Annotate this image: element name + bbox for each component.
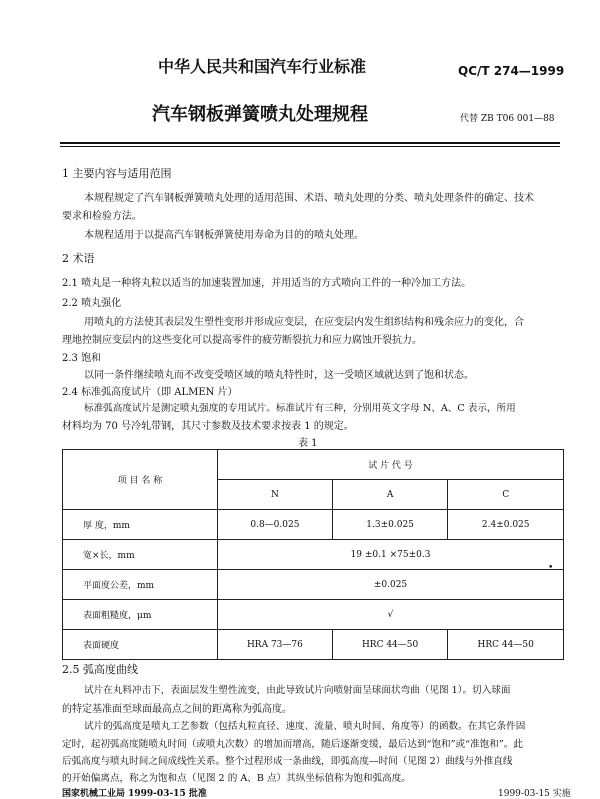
cell-a: 1.3±0.025 — [332, 510, 448, 540]
term-2-3-heading: 2.3 饱和 — [62, 353, 102, 364]
implementation-note: 1999-03-15 实施 — [498, 789, 571, 799]
cell-c: 2.4±0.025 — [448, 510, 564, 540]
replaces-note: 代替 ZB T06 001—88 — [460, 114, 555, 124]
table-mark: • — [548, 563, 554, 573]
section-1-paragraph-2: 本规程适用于以提高汽车钢板弹簧使用寿命为目的的喷丸处理。 — [84, 230, 364, 241]
cell-n: HRA 73—76 — [218, 630, 333, 660]
header-specimen-code: 试 片 代 号 — [218, 450, 564, 480]
section-2-heading: 2 术语 — [62, 252, 95, 265]
table-row — [63, 630, 564, 660]
table-caption: 表 1 — [298, 438, 318, 449]
table-row — [63, 540, 564, 570]
row-label: 宽×长，mm — [63, 540, 218, 570]
section-2-5-p2-line3: 后弧高度与喷丸时间之间成线性关系。整个过程形成一条曲线，即弧高度—时间（见图 2）曲线与外推直线 — [62, 756, 513, 767]
term-2-2-text: 用喷丸的方法使其表层发生塑性变形并形成应变层，在应变层内发生组织结构和残余应力的变化，合 — [84, 317, 524, 328]
table-row — [63, 600, 564, 630]
term-2-3-text: 以同一条件继续喷丸而不改变受喷区域的喷丸特性时，这一受喷区域就达到了饱和状态。 — [84, 370, 474, 381]
cell-c: HRC 44—50 — [448, 630, 564, 660]
section-1-heading: 1 主要内容与适用范围 — [62, 167, 172, 180]
cell-span: ±0.025 — [218, 570, 564, 600]
term-2-1: 2.1 喷丸是一种将丸粒以适当的加速装置加速，并用适当的方式喷向工件的一种冷加工方法。 — [62, 278, 472, 289]
term-2-2-text-cont: 理地控制应变层内的这些变化可以提高零件的疲劳断裂抗力和应力腐蚀开裂抗力。 — [62, 335, 422, 346]
section-1-paragraph-1: 本规程规定了汽车钢板弹簧喷丸处理的适用范围、术语、喷丸处理的分类、喷丸处理条件的确定、技术 — [84, 193, 534, 204]
section-2-5-p1-cont: 的特定基准面至球面最高点之间的距离称为弧高度。 — [62, 704, 292, 715]
table-row — [63, 510, 564, 540]
standard-title: 中华人民共和国汽车行业标准 — [158, 57, 367, 76]
section-2-5-p2-line2: 定时，起初弧高度随喷丸时间（或喷丸次数）的增加而增高，随后逐渐变缓，最后达到“饱和”或“准饱和”。此 — [62, 739, 523, 750]
section-2-5-p1: 试片在丸料冲击下，表面层发生塑性流变，由此导致试片向喷射面呈球面状弯曲（见图 1）。切入球面 — [84, 685, 511, 696]
section-2-5-p2-line1: 试片的弧高度是喷丸工艺参数（包括丸粒直径、速度、流量、喷丸时间、角度等）的函数。在其它条件固 — [84, 721, 526, 732]
header-rule-thin — [60, 146, 560, 147]
header-c: C — [448, 480, 564, 510]
cell-n: 0.8—0.025 — [218, 510, 333, 540]
row-label: 表面硬度 — [63, 630, 218, 660]
row-label: 平面度公差，mm — [63, 570, 218, 600]
section-1-paragraph-1-cont: 要求和检验方法。 — [62, 211, 142, 222]
row-label: 厚 度，mm — [63, 510, 218, 540]
term-2-2-heading: 2.2 喷丸强化 — [62, 298, 122, 309]
term-2-4-heading: 2.4 标准弧高度试片（即 ALMEN 片） — [62, 387, 238, 398]
cell-a: HRC 44—50 — [332, 630, 448, 660]
term-2-4-text: 标准弧高度试片是测定喷丸强度的专用试片。标准试片有三种，分别用英文字母 N、A、C 表示，所用 — [84, 403, 516, 414]
table-1 — [62, 449, 564, 660]
header-item-name: 项 目 名 称 — [63, 450, 218, 510]
section-2-5-heading: 2.5 弧高度曲线 — [62, 663, 138, 676]
term-2-4-text-cont: 材料均为 70 号冷轧带钢，其尺寸参数及技术要求按表 1 的规定。 — [62, 421, 354, 432]
table-row — [63, 570, 564, 600]
header-n: N — [218, 480, 333, 510]
cell-span: √ — [218, 600, 564, 630]
row-label: 表面粗糙度，μm — [63, 600, 218, 630]
header-a: A — [332, 480, 448, 510]
header-rule-thick — [60, 142, 560, 144]
section-2-5-p2-line4: 的开始偏离点，称之为饱和点（见图 2 的 A、B 点）其纵坐标值称为饱和弧高度。 — [62, 773, 411, 784]
standard-number: QC/T 274—1999 — [458, 64, 565, 78]
document-title: 汽车钢板弹簧喷丸处理规程 — [152, 104, 368, 125]
cell-span: 19 ±0.1 ×75±0.3 — [218, 540, 564, 570]
approval-note: 国家机械工业局 1999-03-15 批准 — [62, 789, 207, 799]
